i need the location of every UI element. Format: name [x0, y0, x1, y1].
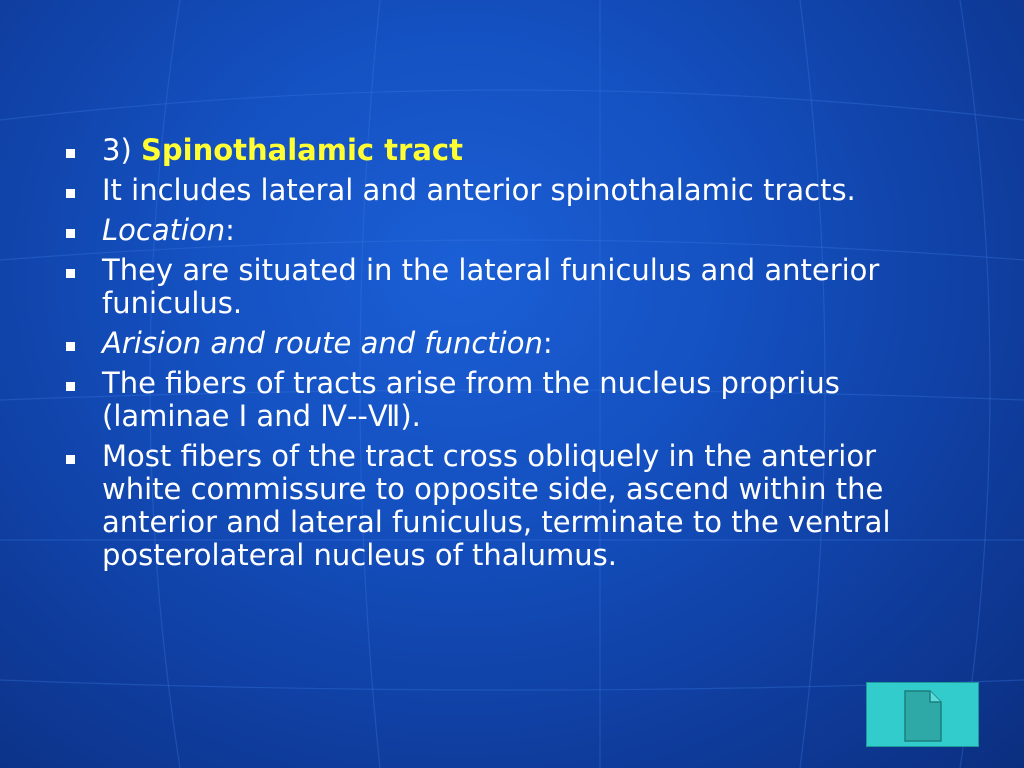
bullet-marker-icon — [66, 342, 75, 351]
bullet-marker-icon — [66, 149, 75, 158]
bullet-suffix: : — [225, 213, 235, 247]
document-nav-button[interactable] — [866, 682, 979, 747]
bullet-marker-icon — [66, 455, 75, 464]
bullet-text: It includes lateral and anterior spinothalamic tracts. — [102, 173, 856, 207]
bullet-prefix: 3) — [102, 133, 141, 167]
bullet-marker-icon — [66, 229, 75, 238]
slide-heading: Spinothalamic tract — [140, 133, 463, 167]
document-icon — [904, 690, 942, 742]
slide-bullet-list — [60, 134, 960, 579]
bullet-item — [60, 440, 960, 572]
bullet-suffix: : — [542, 326, 553, 360]
bullet-item — [60, 134, 960, 167]
bullet-text: Most fibers of the tract cross obliquely in the anterior white commissure to opposite side, ascend within the anterior and lateral funiculus, terminate to the ventral posterolateral nucleus of thalumus. — [102, 439, 891, 572]
bullet-text: The fibers of tracts arise from the nucleus proprius (laminae Ⅰ and Ⅳ--Ⅶ). — [102, 366, 840, 433]
bullet-item — [60, 254, 960, 320]
bullet-italic-label: Arision and route and function — [102, 326, 543, 360]
bullet-text: They are situated in the lateral funiculus and anterior funiculus. — [102, 253, 880, 320]
bullet-item — [60, 367, 960, 433]
bullet-marker-icon — [66, 189, 75, 198]
bullet-marker-icon — [66, 382, 75, 391]
bullet-item — [60, 174, 960, 207]
bullet-item — [60, 327, 960, 360]
bullet-item — [60, 214, 960, 247]
bullet-marker-icon — [66, 269, 75, 278]
bullet-italic-label: Location — [102, 213, 226, 247]
